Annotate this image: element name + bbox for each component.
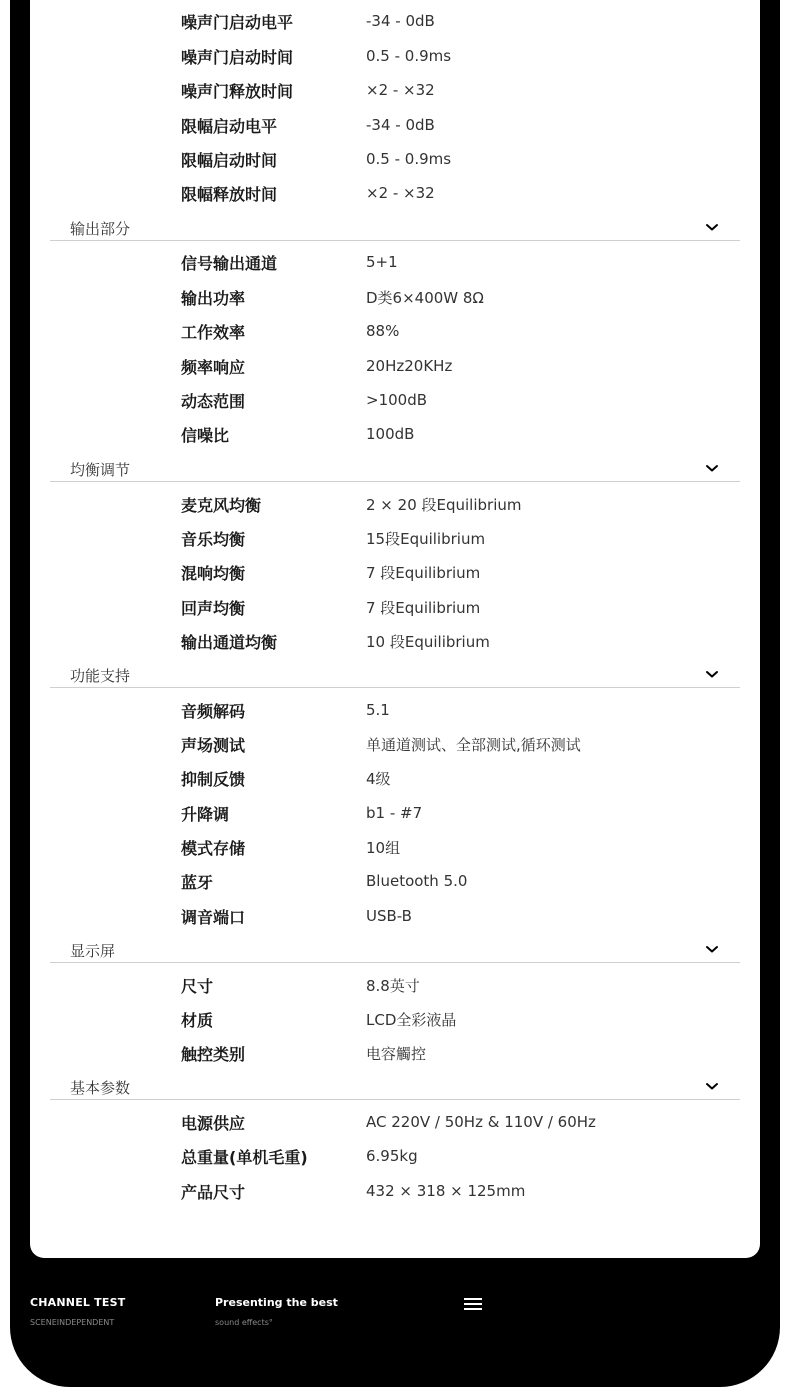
spec-value: 0.5 - 0.9ms [366, 150, 452, 168]
spec-row [181, 973, 420, 997]
spec-value: 6.95kg [366, 1147, 418, 1165]
section-header-basic[interactable] [50, 1075, 740, 1100]
spec-label: 混响均衡 [181, 563, 246, 583]
section-header-output[interactable] [50, 216, 740, 241]
spec-label: 限幅释放时间 [181, 184, 278, 204]
spec-label: 升降调 [181, 804, 230, 824]
spec-value: 432 × 318 × 125mm [366, 1182, 526, 1200]
spec-value: 4级 [366, 769, 391, 788]
spec-row [181, 526, 485, 550]
spec-label: 输出功率 [181, 288, 246, 308]
spec-label: 信号输出通道 [181, 253, 278, 273]
spec-row [181, 698, 390, 722]
spec-value: 7 段Equilibrium [366, 563, 481, 582]
footer-brand[interactable]: CHANNEL TEST [30, 1296, 126, 1309]
spec-label: 工作效率 [181, 322, 246, 342]
spec-value: 10组 [366, 838, 401, 857]
spec-row [181, 1110, 596, 1134]
spec-row [181, 492, 522, 516]
spec-row [181, 147, 451, 171]
section-title: 输出部分 [70, 220, 131, 238]
spec-row [181, 113, 435, 137]
spec-label: 产品尺寸 [181, 1182, 246, 1202]
spec-label: 总重量(单机毛重) [181, 1147, 308, 1167]
section-title: 均衡调节 [70, 461, 131, 479]
spec-label: 电源供应 [181, 1113, 246, 1133]
spec-value: ×2 - ×32 [366, 81, 435, 99]
section-title: 基本参数 [70, 1079, 131, 1097]
section-title: 功能支持 [70, 667, 131, 685]
spec-row [181, 354, 452, 378]
section-header-features[interactable] [50, 663, 740, 688]
footer-brand-subtitle: SCENEINDEPENDENT [30, 1318, 115, 1327]
spec-row [181, 766, 391, 790]
spec-label: 信噪比 [181, 425, 230, 445]
spec-label: 触控类别 [181, 1044, 246, 1064]
spec-label: 材质 [181, 1010, 214, 1030]
spec-value: 5.1 [366, 701, 390, 719]
chevron-down-icon[interactable] [704, 941, 720, 957]
spec-value: 单通道测试、全部测试,循环测试 [366, 735, 581, 754]
spec-label: 噪声门释放时间 [181, 81, 294, 101]
spec-row [181, 835, 400, 859]
spec-value: 100dB [366, 425, 415, 443]
hamburger-menu-icon[interactable] [464, 1298, 482, 1312]
spec-value: LCD全彩液晶 [366, 1010, 457, 1029]
footer [30, 1296, 760, 1356]
section-header-display[interactable] [50, 938, 740, 963]
spec-value: AC 220V / 50Hz & 110V / 60Hz [366, 1113, 596, 1131]
spec-row [181, 869, 467, 893]
spec-row [181, 1179, 525, 1203]
spec-row [181, 78, 435, 102]
spec-row [181, 422, 414, 446]
spec-row [181, 560, 480, 584]
spec-value: >100dB [366, 391, 428, 409]
spec-row [181, 629, 490, 653]
spec-value: 88% [366, 322, 400, 340]
spec-row [181, 319, 399, 343]
spec-label: 尺寸 [181, 976, 214, 996]
spec-value: -34 - 0dB [366, 116, 435, 134]
spec-row [181, 1007, 456, 1031]
spec-value: -34 - 0dB [366, 12, 435, 30]
spec-value: 10 段Equilibrium [366, 632, 490, 651]
spec-value: 2 × 20 段Equilibrium [366, 495, 522, 514]
spec-label: 输出通道均衡 [181, 632, 278, 652]
spec-value: 5+1 [366, 253, 398, 271]
spec-label: 麦克风均衡 [181, 495, 262, 515]
spec-label: 音频解码 [181, 701, 246, 721]
spec-label: 限幅启动电平 [181, 116, 278, 136]
spec-row [181, 1144, 418, 1168]
spec-label: 动态范围 [181, 391, 246, 411]
spec-value: 15段Equilibrium [366, 529, 486, 548]
spec-row [181, 904, 412, 928]
spec-label: 音乐均衡 [181, 529, 246, 549]
spec-row [181, 181, 435, 205]
spec-value: 7 段Equilibrium [366, 598, 481, 617]
spec-value: 电容觸控 [366, 1044, 427, 1063]
spec-value: 0.5 - 0.9ms [366, 47, 452, 65]
spec-label: 抑制反馈 [181, 769, 246, 789]
spec-row [181, 388, 427, 412]
spec-label: 限幅启动时间 [181, 150, 278, 170]
spec-label: 调音端口 [181, 907, 246, 927]
spec-label: 频率响应 [181, 357, 246, 377]
spec-row [181, 285, 484, 309]
section-title: 显示屏 [70, 942, 116, 960]
chevron-down-icon[interactable] [704, 666, 720, 682]
spec-label: 回声均衡 [181, 598, 246, 618]
footer-tagline-subtitle: sound effects° [215, 1318, 273, 1327]
spec-value: USB-B [366, 907, 412, 925]
spec-row [181, 250, 398, 274]
section-header-eq[interactable] [50, 457, 740, 482]
spec-row [181, 732, 581, 756]
spec-value: 20Hz20KHz [366, 357, 453, 375]
spec-label: 声场测试 [181, 735, 246, 755]
spec-row [181, 801, 422, 825]
chevron-down-icon[interactable] [704, 219, 720, 235]
spec-label: 模式存储 [181, 838, 246, 858]
spec-label: 噪声门启动时间 [181, 47, 294, 67]
spec-value: ×2 - ×32 [366, 184, 435, 202]
spec-row [181, 9, 435, 33]
spec-row [181, 1041, 426, 1065]
chevron-down-icon[interactable] [704, 460, 720, 476]
spec-row [181, 595, 480, 619]
spec-label: 噪声门启动电平 [181, 12, 294, 32]
footer-tagline: Presenting the best [215, 1296, 338, 1309]
spec-value: b1 - #7 [366, 804, 423, 822]
spec-value: D类6×400W 8Ω [366, 288, 484, 307]
spec-value: Bluetooth 5.0 [366, 872, 468, 890]
spec-value: 8.8英寸 [366, 976, 420, 995]
spec-row [181, 44, 451, 68]
spec-label: 蓝牙 [181, 872, 214, 892]
chevron-down-icon[interactable] [704, 1078, 720, 1094]
